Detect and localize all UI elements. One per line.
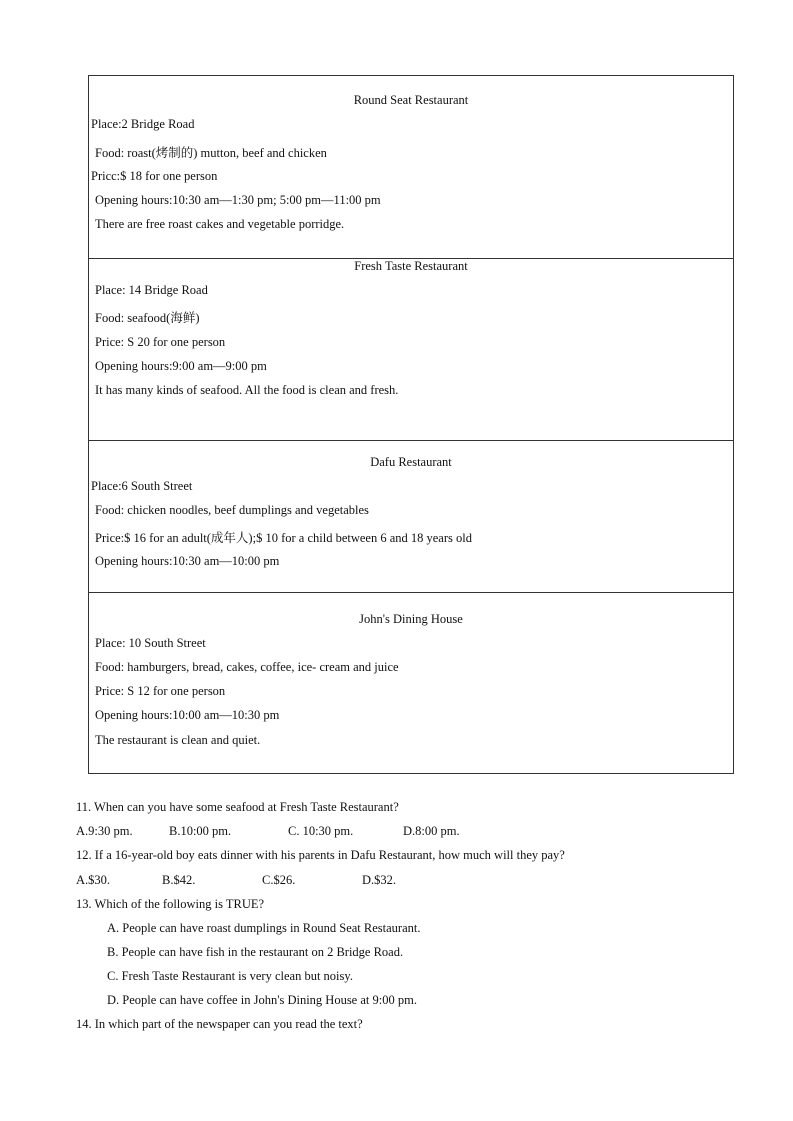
restaurant-name: Round Seat Restaurant [353,93,469,107]
restaurant-food: Food: roast(烤制的) mutton, beef and chicken [95,146,327,160]
option-a: A.$30. [76,873,111,887]
restaurant-price: Price:$ 16 for an adult(成年人);$ 10 for a child between 6 and 18 years old [95,531,472,545]
option-d: D.8:00 pm. [403,824,460,838]
option-d: D.$32. [362,873,397,887]
restaurant-food: Food: seafood(海鲜) [95,311,200,325]
question-13: 13. Which of the following is TRUE? [76,897,265,911]
option-d: D. People can have coffee in John's Dining House at 9:00 pm. [107,993,417,1007]
option-b: B.10:00 pm. [169,824,232,838]
option-a: A. People can have roast dumplings in Round Seat Restaurant. [107,921,421,935]
restaurant-place: Place:2 Bridge Road [91,117,195,131]
restaurant-note: The restaurant is clean and quiet. [95,733,261,747]
restaurant-place: Place:6 South Street [91,479,193,493]
option-c: C. Fresh Taste Restaurant is very clean but noisy. [107,969,353,983]
restaurant-hours: Opening hours:9:00 am—9:00 pm [95,359,267,373]
restaurant-info-table [88,75,734,774]
restaurant-price: Price: S 20 for one person [95,335,226,349]
option-b: B. People can have fish in the restaurant on 2 Bridge Road. [107,945,404,959]
restaurant-food: Food: hamburgers, bread, cakes, coffee, ice- cream and juice [95,660,399,674]
restaurant-place: Place: 14 Bridge Road [95,283,208,297]
row-divider [89,440,733,441]
option-a: A.9:30 pm. [76,824,133,838]
restaurant-name: Fresh Taste Restaurant [354,259,468,273]
question-11: 11. When can you have some seafood at Fresh Taste Restaurant? [76,800,399,814]
restaurant-hours: Opening hours:10:30 am—1:30 pm; 5:00 pm—11:00 pm [95,193,381,207]
restaurant-hours: Opening hours:10:30 am—10:00 pm [95,554,280,568]
restaurant-place: Place: 10 South Street [95,636,206,650]
restaurant-price: Price: S 12 for one person [95,684,226,698]
row-divider [89,592,733,593]
restaurant-name: Dafu Restaurant [370,455,452,469]
restaurant-note: There are free roast cakes and vegetable porridge. [95,217,345,231]
option-b: B.$42. [162,873,196,887]
restaurant-food: Food: chicken noodles, beef dumplings and vegetables [95,503,369,517]
option-c: C.$26. [262,873,296,887]
restaurant-hours: Opening hours:10:00 am—10:30 pm [95,708,280,722]
restaurant-note: It has many kinds of seafood. All the food is clean and fresh. [95,383,399,397]
question-12: 12. If a 16-year-old boy eats dinner with his parents in Dafu Restaurant, how much will they pay? [76,848,565,862]
restaurant-price: Pricc:$ 18 for one person [91,169,218,183]
option-c: C. 10:30 pm. [288,824,354,838]
question-14: 14. In which part of the newspaper can you read the text? [76,1017,363,1031]
restaurant-name: John's Dining House [359,612,463,626]
